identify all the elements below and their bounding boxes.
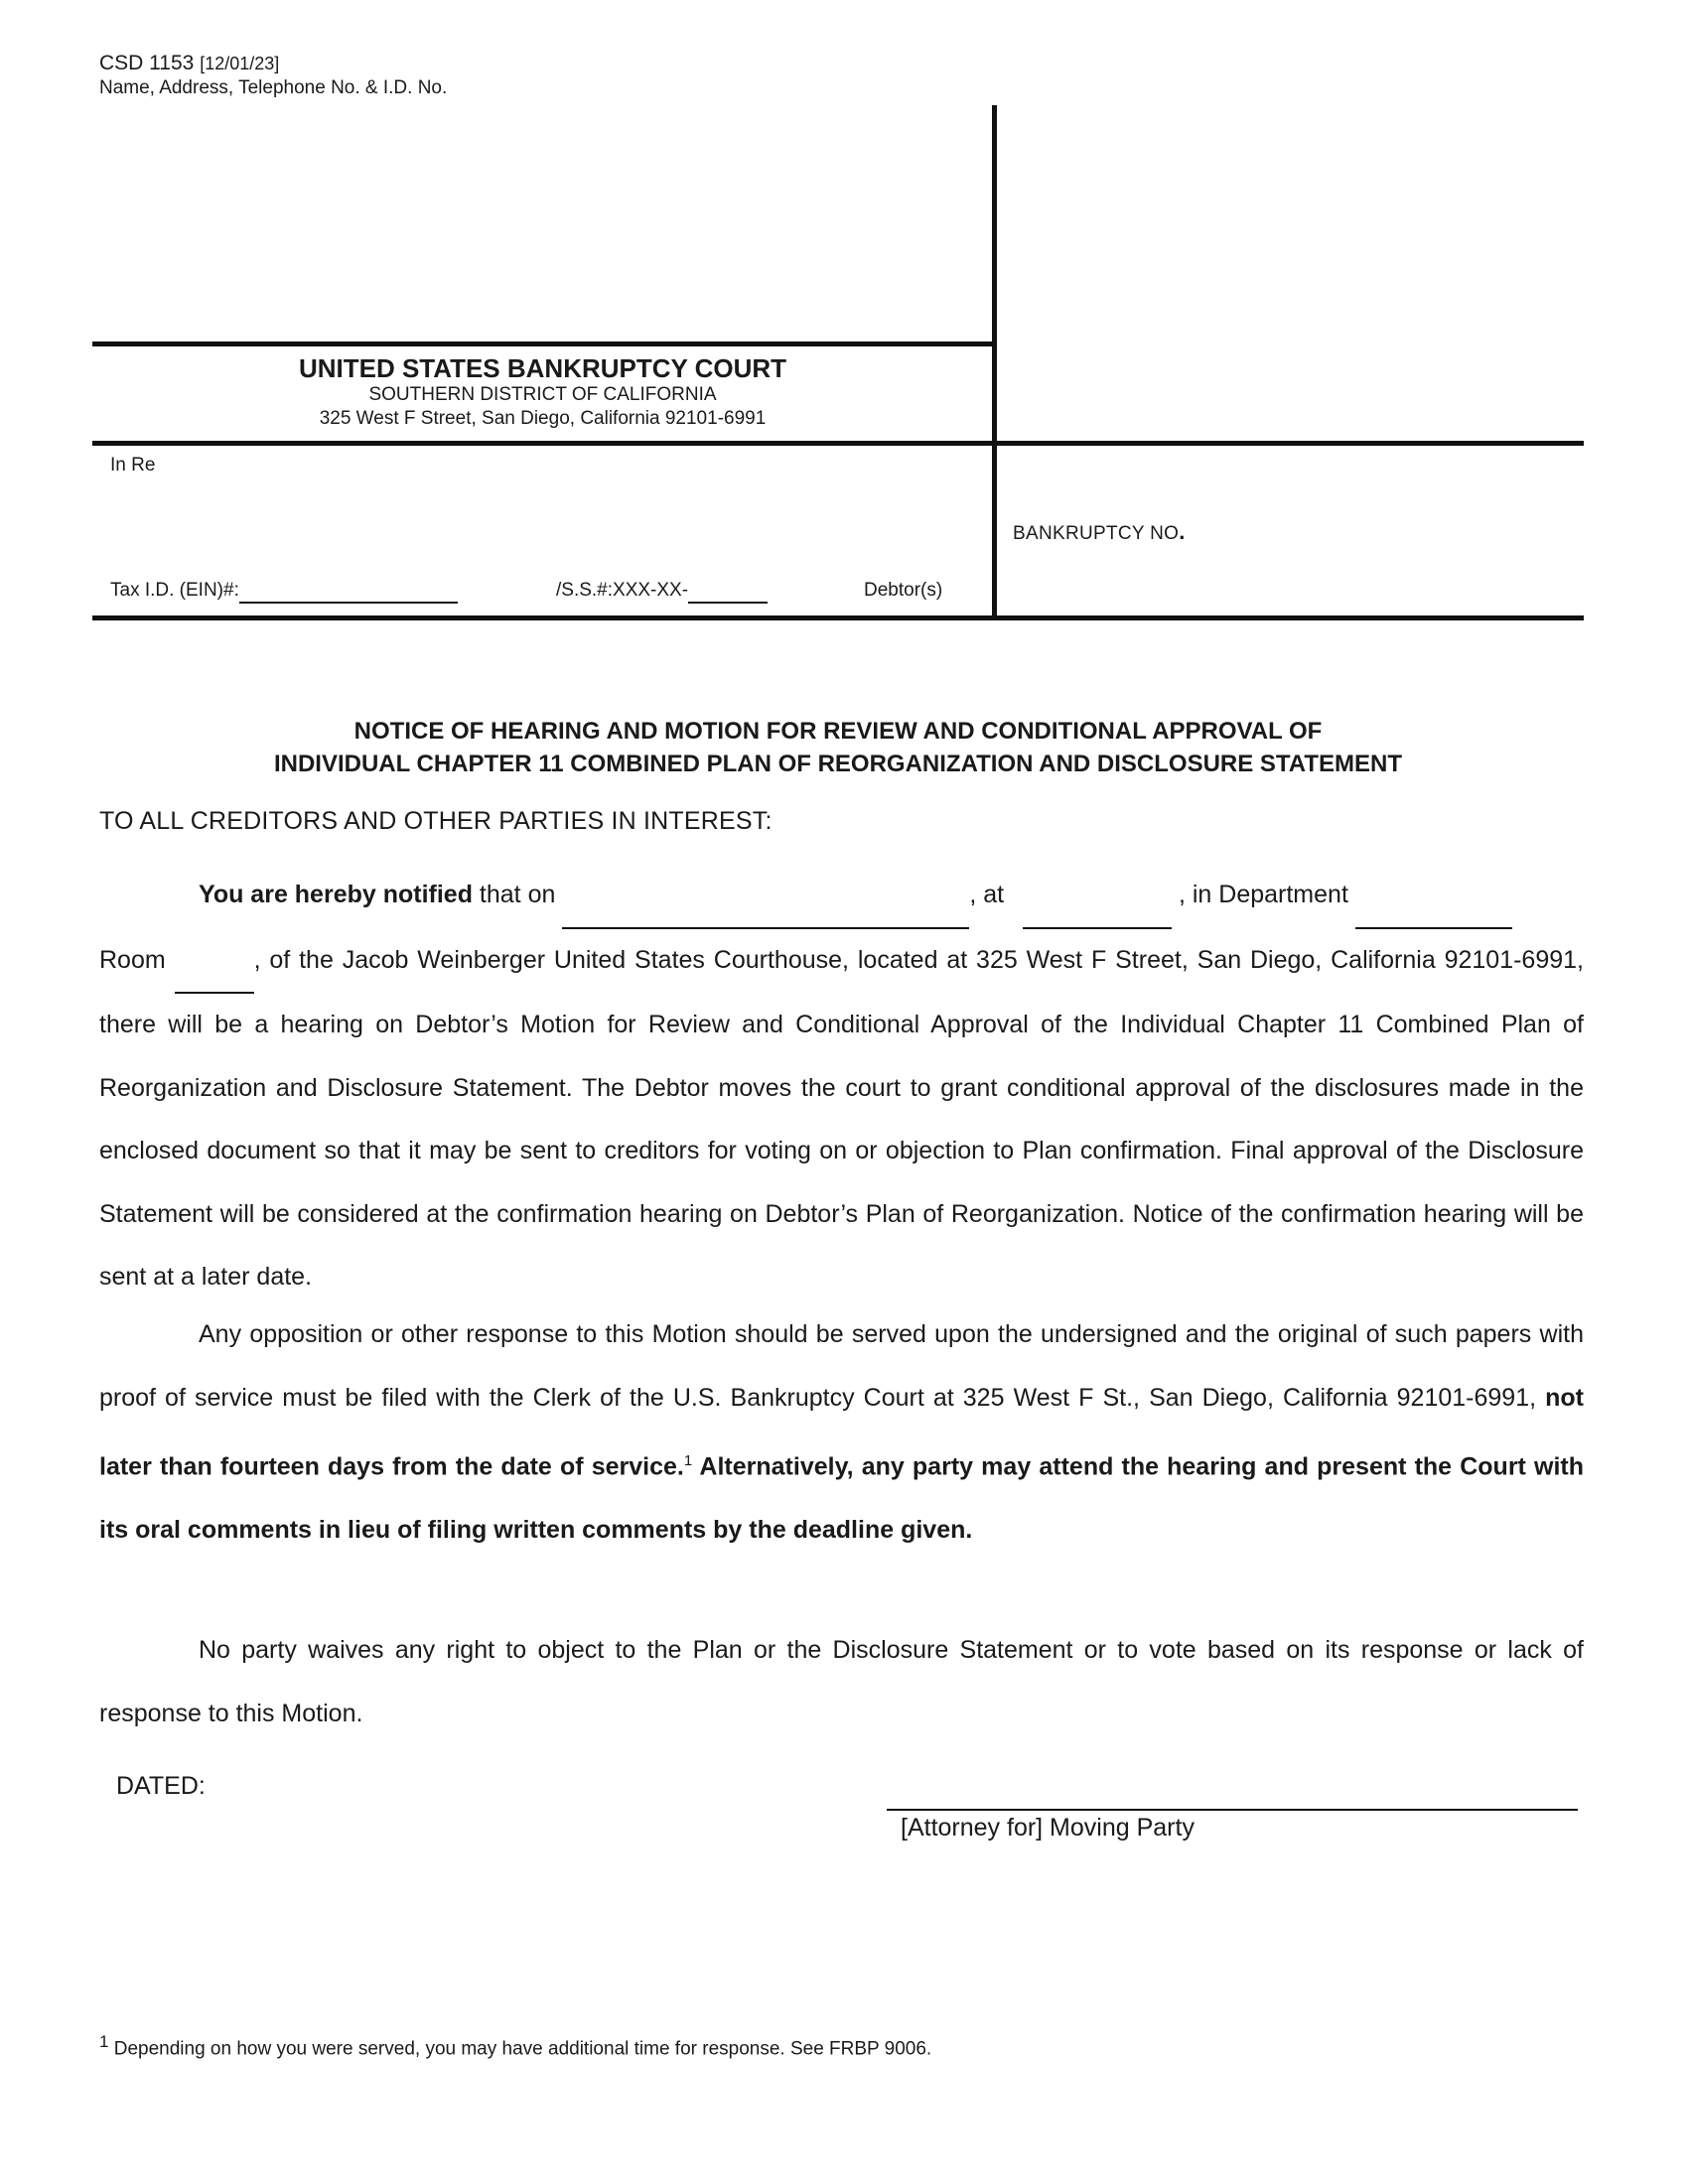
- footnote: [99, 2032, 931, 2060]
- tax-id-blank[interactable]: [239, 580, 458, 604]
- at-text: , at: [969, 881, 1012, 908]
- court-block: [92, 353, 993, 431]
- dated-label: DATED:: [116, 1772, 206, 1800]
- salutation: TO ALL CREDITORS AND OTHER PARTIES IN INTEREST:: [99, 807, 773, 835]
- signature-line[interactable]: [887, 1809, 1578, 1811]
- department-text: , in Department: [1172, 881, 1355, 908]
- opposition-text: Any opposition or other response to this Motion should be served upon the undersigned and the original of such papers with proof of service must be filed with the Clerk of the U.S. Bankruptcy Court at 325 West F St., San Diego, California 92101-6991,: [99, 1320, 1584, 1412]
- notice-title: [92, 715, 1584, 780]
- tax-id-label: Tax I.D. (EIN)#:: [110, 580, 239, 601]
- caption-middle-rule: [92, 441, 1584, 446]
- paragraph-opposition: [99, 1303, 1584, 1562]
- bankruptcy-number-label: [1013, 519, 1186, 545]
- footnote-text: Depending on how you were served, you may have additional time for response. See FRBP 9006.: [108, 2038, 932, 2060]
- paragraph-hearing: [99, 864, 1584, 1309]
- room-text: Room: [99, 945, 175, 974]
- court-name: UNITED STATES BANKRUPTCY COURT: [298, 353, 787, 383]
- deadline-bold: not later than fourteen days from the date of service.: [99, 1383, 1584, 1481]
- in-re-label: In Re: [110, 455, 156, 476]
- alternatively-bold: Alternatively, any party may attend the hearing and present the Court with its oral comments in lieu of filing written comments by the deadline given.: [99, 1452, 1584, 1544]
- title-line-2: INDIVIDUAL CHAPTER 11 COMBINED PLAN OF REORGANIZATION AND DISCLOSURE STATEMENT: [273, 751, 1403, 777]
- paragraph-waiver: [99, 1619, 1584, 1745]
- caption-bottom-rule: [92, 615, 1584, 620]
- ssn-blank[interactable]: [688, 580, 768, 604]
- that-on-text: that on: [472, 881, 563, 908]
- footnote-number: 1: [99, 2032, 109, 2051]
- signer-label: [Attorney for] Moving Party: [901, 1814, 1195, 1842]
- department-blank[interactable]: [1355, 864, 1512, 929]
- form-code: CSD 1153: [99, 52, 195, 74]
- bankruptcy-no-dot: .: [1179, 519, 1186, 544]
- debtor-label: Debtor(s): [864, 580, 943, 601]
- footnote-ref: 1: [683, 1452, 693, 1469]
- court-top-rule: [92, 341, 993, 346]
- court-address: 325 West F Street, San Diego, California 92101-6991: [319, 408, 767, 429]
- hearing-date-blank[interactable]: [562, 864, 969, 929]
- hearing-body: [99, 929, 1584, 1309]
- tax-id-field: [110, 580, 458, 604]
- ssn-label: /S.S.#:XXX-XX-: [556, 580, 689, 601]
- name-address-label: Name, Address, Telephone No. & I.D. No.: [99, 77, 448, 98]
- court-district: SOUTHERN DISTRICT OF CALIFORNIA: [368, 384, 717, 405]
- hearing-body-text: , of the Jacob Weinberger United States Courthouse, located at 325 West F Street, San Diego, California 92101-6991, there will be a hearing on Debtor’s Motion for Review and Conditional Approval of the Individual Chapter 11 Combined Plan of Reorganization and Disclosure Statement. The Debtor moves the court to grant conditional approval of the disclosures made in the enclosed document so that it may be sent to creditors for voting on or objection to Plan confirmation. Final approval of the Disclosure Statement will be considered at the confirmation hearing on Debtor’s Plan of Reorganization. Notice of the confirmation hearing will be sent at a later date.: [99, 945, 1584, 1291]
- room-blank[interactable]: [175, 929, 254, 995]
- hearing-time-blank[interactable]: [1023, 864, 1172, 929]
- title-line-1: NOTICE OF HEARING AND MOTION FOR REVIEW AND CONDITIONAL APPROVAL OF: [353, 718, 1323, 745]
- waiver-text: No party waives any right to object to the Plan or the Disclosure Statement or to vote based on its response or lack of response to this Motion.: [99, 1636, 1584, 1727]
- form-date: [12/01/23]: [200, 54, 280, 73]
- bankruptcy-no-text: BANKRUPTCY NO: [1013, 523, 1180, 544]
- notified-bold: You are hereby notified: [199, 881, 473, 908]
- ssn-field: [556, 580, 768, 604]
- hearing-line: [99, 864, 1584, 929]
- form-id: [99, 52, 279, 75]
